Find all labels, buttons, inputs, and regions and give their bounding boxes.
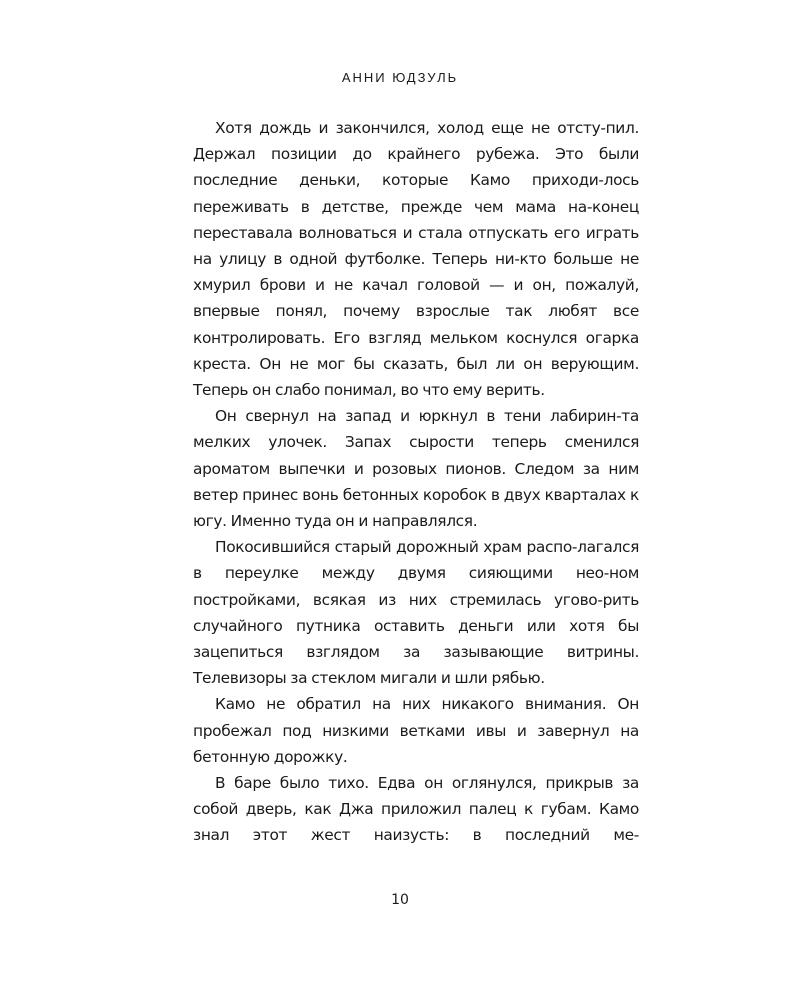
paragraph: В баре было тихо. Едва он оглянулся, прикрыв за собой дверь, как Джа приложил палец к губам. Камо знал этот жест наизусть: в последний ме- [193,774,639,845]
page-number: 10 [391,892,409,908]
body-text [193,115,639,849]
running-head: АННИ ЮДЗУЛЬ [341,70,459,85]
paragraph: Камо не обратил на них никакого внимания. Он пробежал под низкими ветками ивы и завернул на бетонную дорожку. [193,695,639,766]
paragraph: Он свернул на запад и юркнул в тени лабирин-та мелких улочек. Запах сырости теперь сменился ароматом выпечки и розовых пионов. Следом за ним ветер принес вонь бетонных коробок в двух кварталах к югу. Именно туда он и направлялся. [193,407,639,531]
paragraph: Хотя дождь и закончился, холод еще не отсту-пил. Держал позиции до крайнего рубежа. Это были последние деньки, которые Камо приходи-лось переживать в детстве, прежде чем мама на-конец переставала волноваться и стала отпускать его играть на улицу в одной футболке. Теперь ни-кто больше не хмурил брови и не качал головой — и он, пожалуй, впервые понял, почему взрослые так любят все контролировать. Его взгляд мельком коснулся огарка креста. Он не мог бы сказать, был ли он верующим. Теперь он слабо понимал, во что ему верить. [193,119,639,400]
paragraph: Покосившийся старый дорожный храм распо-лагался в переулке между двумя сияющими нео-ном постройками, всякая из них стремилась угово-рить случайного путника оставить деньги или хотя бы зацепиться взглядом за зазывающие витрины. Телевизоры за стеклом мигали и шли рябью. [193,538,639,688]
